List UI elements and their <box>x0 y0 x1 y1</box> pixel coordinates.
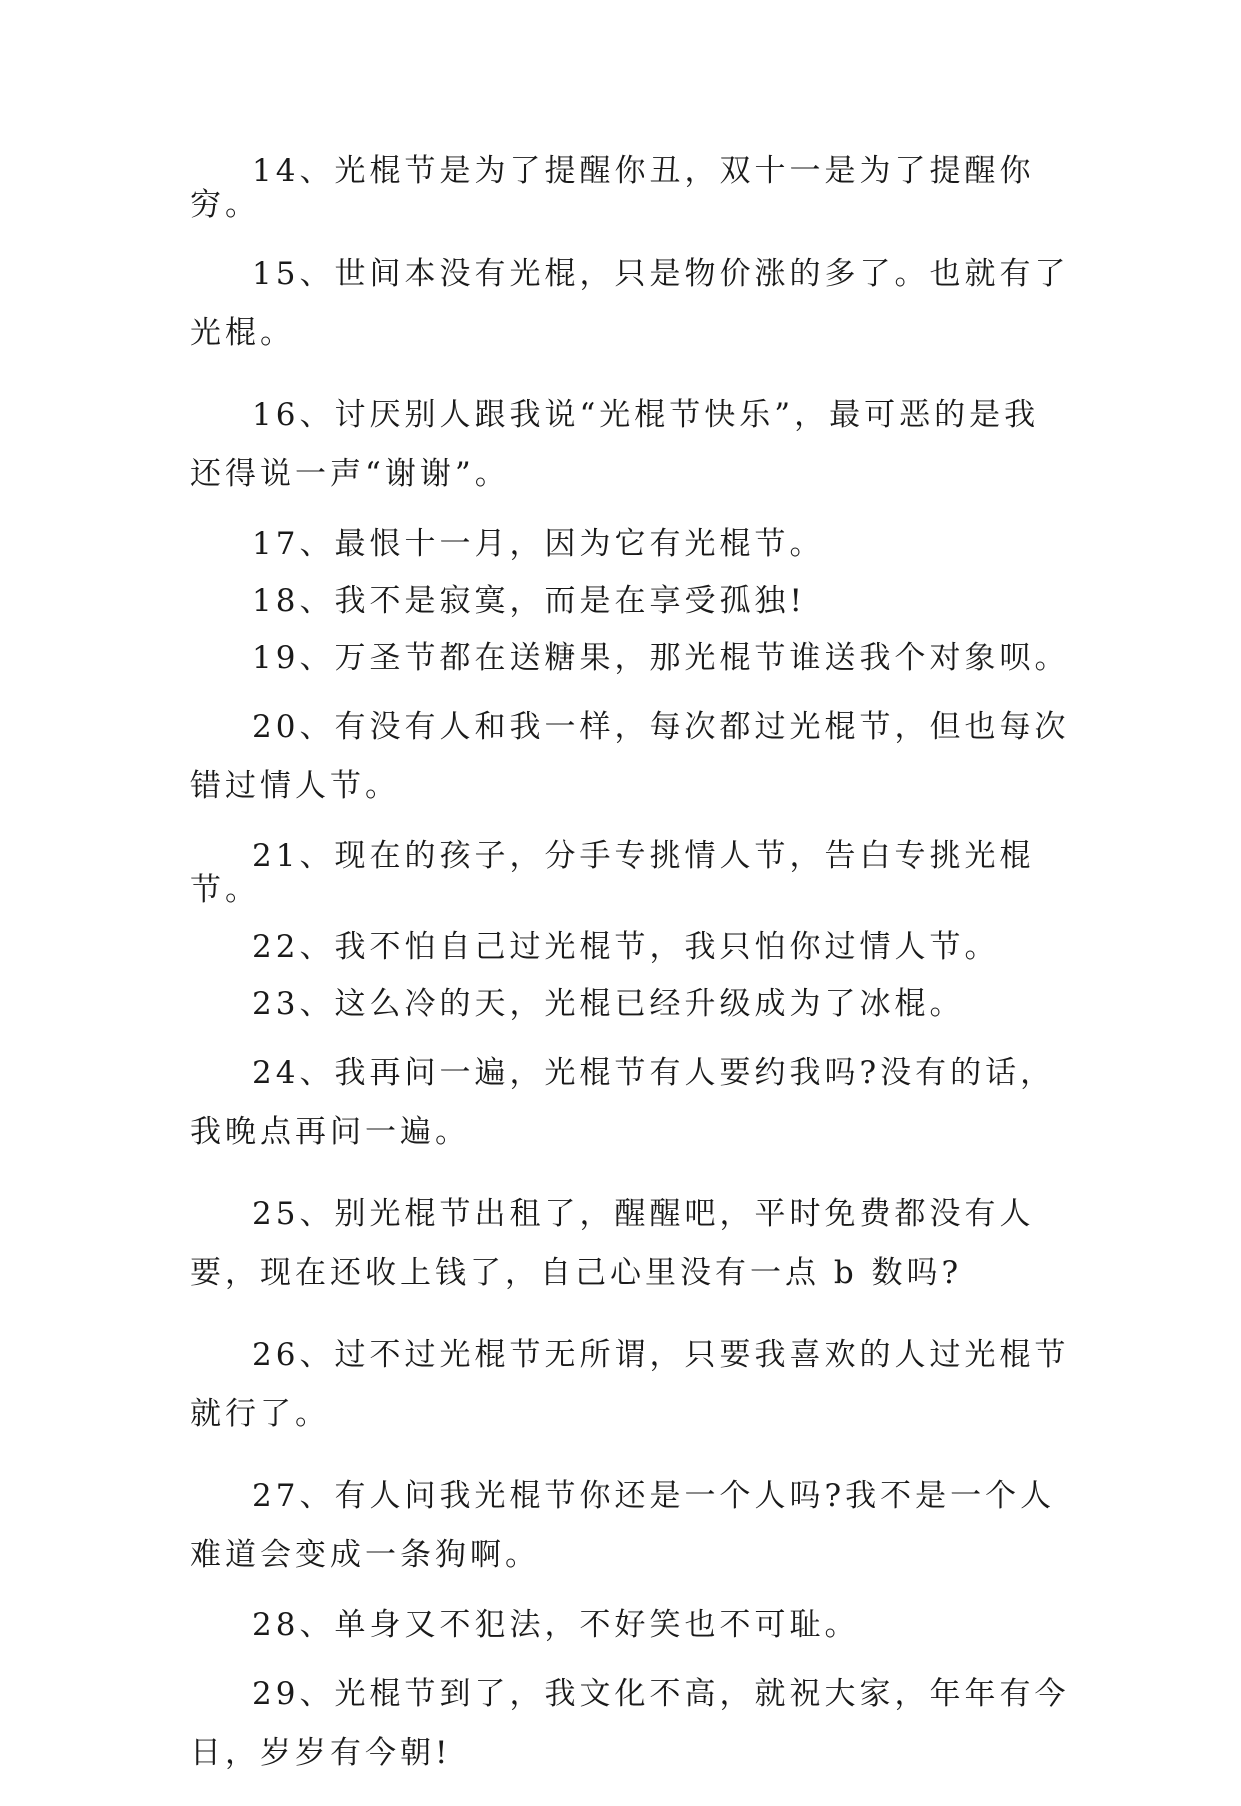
paragraph-20: 20、有没有人和我一样，每次都过光棍节，但也每次错过情人节。 <box>190 709 1070 804</box>
paragraph-29: 29、光棍节到了，我文化不高，就祝大家，年年有今日，岁岁有今朝! <box>190 1676 1070 1771</box>
paragraph-16: 16、讨厌别人跟我说“光棍节快乐”，最可恶的是我还得说一声“谢谢”。 <box>190 397 1040 492</box>
paragraph-17: 17、最恨十一月，因为它有光棍节。 <box>252 526 825 562</box>
paragraph-26: 26、过不过光棍节无所谓，只要我喜欢的人过光棍节就行了。 <box>190 1337 1070 1432</box>
paragraph-28: 28、单身又不犯法，不好笑也不可耻。 <box>252 1607 860 1643</box>
paragraph-15: 15、世间本没有光棍，只是物价涨的多了。也就有了光棍。 <box>190 256 1070 351</box>
paragraph-24: 24、我再问一遍，光棍节有人要约我吗?没有的话，我晚点再问一遍。 <box>190 1055 1056 1150</box>
paragraph-19: 19、万圣节都在送糖果，那光棍节谁送我个对象呗。 <box>252 640 1070 676</box>
paragraph-23: 23、这么冷的天，光棍已经升级成为了冰棍。 <box>252 986 965 1022</box>
paragraph-25: 25、别光棍节出租了，醒醒吧，平时免费都没有人要，现在还收上钱了，自己心里没有一点 b 数吗? <box>190 1196 1035 1291</box>
paragraph-18: 18、我不是寂寞，而是在享受孤独! <box>252 583 806 619</box>
paragraph-14: 14、光棍节是为了提醒你丑，双十一是为了提醒你穷。 <box>190 153 1035 223</box>
paragraph-22: 22、我不怕自己过光棍节，我只怕你过情人节。 <box>252 929 1000 965</box>
paragraph-27: 27、有人问我光棍节你还是一个人吗?我不是一个人难道会变成一条狗啊。 <box>190 1478 1056 1573</box>
paragraph-21: 21、现在的孩子，分手专挑情人节，告白专挑光棍节。 <box>190 838 1035 908</box>
document-body <box>190 154 1070 1806</box>
